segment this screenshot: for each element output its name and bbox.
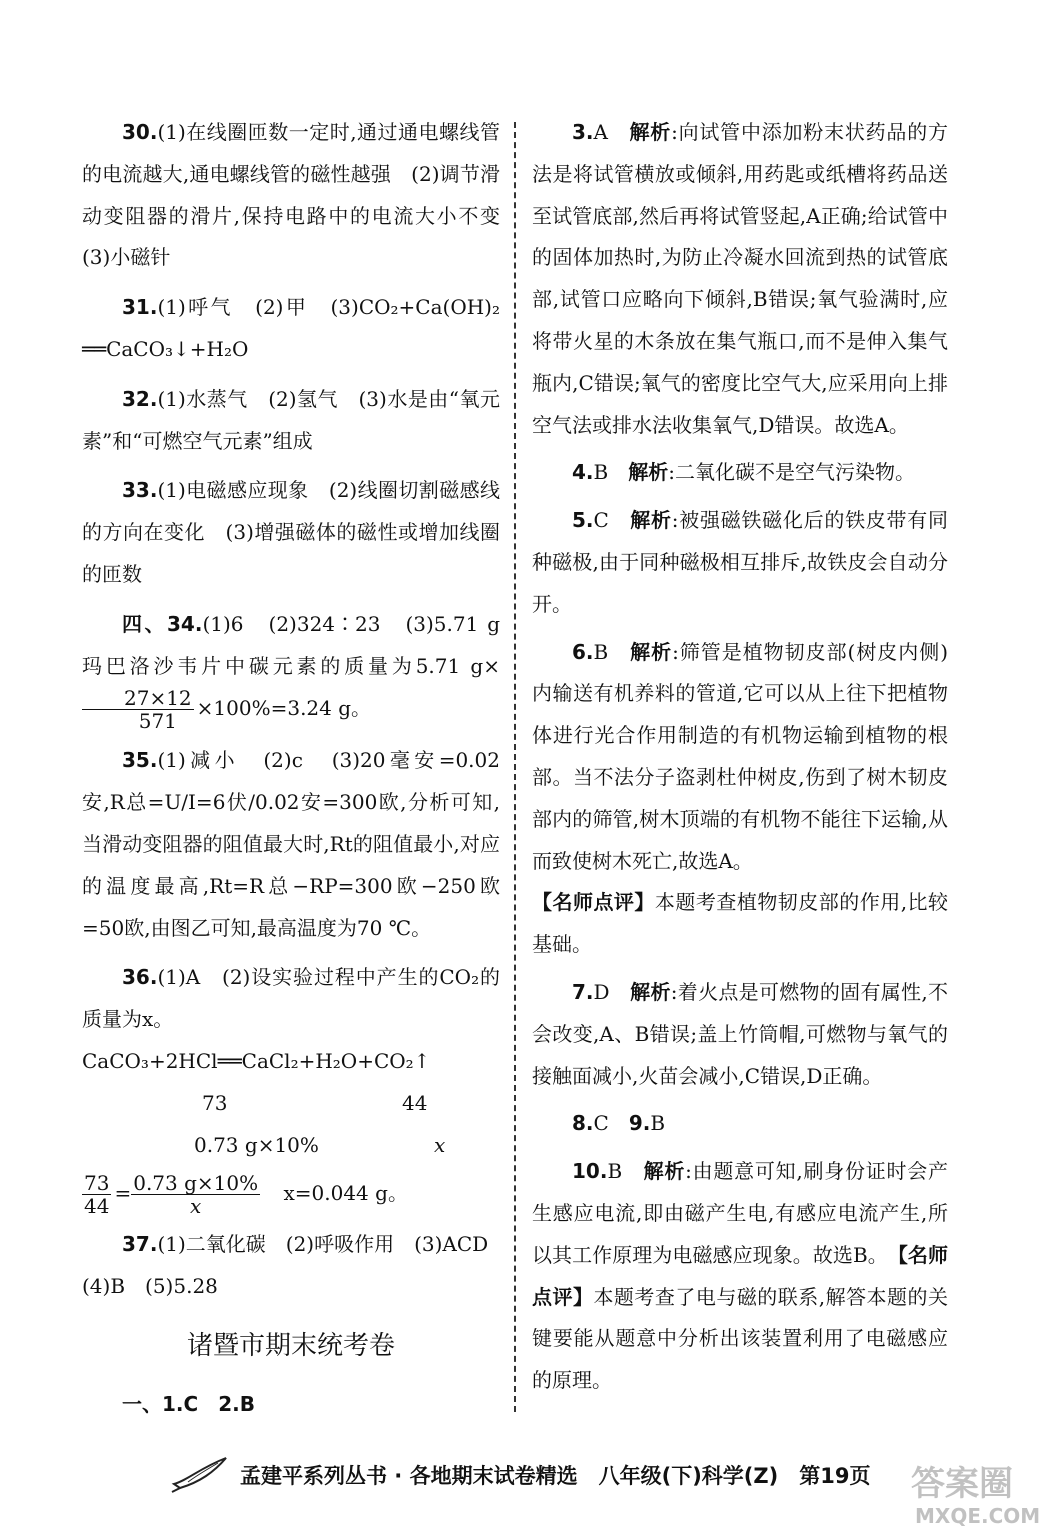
answer-5: 5.C 解析:被强磁铁磁化后的铁皮带有同种磁极,由于同种磁极相互排斥,故铁皮会自动分开。 — [532, 508, 949, 616]
answer-10: 10.B 解析:由题意可知,刷身份证时会产生感应电流,即由磁产生电,有感应电流产生,所以其工作原理为电磁感应现象。故选B。 【名师点评】本题考查了电与磁的联系,解答本题的关键要能从题意中分析出该装置利用了电磁感应的原理。 — [532, 1159, 949, 1393]
column-divider — [514, 122, 516, 1412]
feather-pen-icon — [170, 1454, 230, 1494]
page-footer — [0, 1452, 1056, 1502]
answer-37-cont: (4)B (5)5.28 — [82, 1274, 218, 1299]
molar-mass-row: 73 44 — [202, 1090, 428, 1115]
answer-35: 35.(1)减小 (2)c (3)20毫安=0.02安,R总=U/I=6伏/0.02安=300欧,分析可知,当滑动变阻器的阻值最大时,Rt的阻值最小,对应的温度最高,Rt=R总−RP=300欧−250欧=50欧,由图乙可知,最高温度为70 ℃。 — [82, 748, 500, 940]
answer-6: 6.B 解析:筛管是植物韧皮部(树皮内侧)内输送有机养料的管道,它可以从上往下把植物体进行光合作用制造的有机物运输到植物的根部。当不法分子盗剥杜仲树皮,伤到了树木韧皮部内的筛管,树木顶端的有机物不能往下运输,从而致使树木死亡,故选A。 — [532, 639, 948, 873]
watermark-line1: 答案圈 — [911, 1464, 1013, 1504]
right-column — [532, 112, 948, 1402]
answer-7: 7.D 解析:着火点是可燃物的固有属性,不会改变,A、B错误;盖上竹筒帽,可燃物与氧气的接触面减小,火苗会减小,C错误,D正确。 — [532, 979, 948, 1088]
watermark-line2: MXQE.COM — [915, 1504, 1041, 1528]
answers-8-9: 8.C 9.B — [572, 1111, 666, 1136]
answer-3: 3.A 解析:向试管中添加粉末状药品的方法是将试管横放或倾斜,用药匙或纸槽将药品送至试管底部,然后再将试管竖起,A正确;给试管中的固体加热时,为防止冷凝水回流到热的试管底部,试管口应略向下倾斜,B错误;氧气验满时,应将带火星的木条放在集气瓶口,而不是伸入集气瓶内,C错误;氧气的密度比空气大,应采用向上排空气法或排水法收集氧气,D错误。故选A。 — [532, 120, 948, 437]
equation: CaCO₃+2HCl══CaCl₂+H₂O+CO₂↑ — [82, 1048, 431, 1073]
answer-4: 4.B 解析:二氧化碳不是空气污染物。 — [572, 460, 915, 485]
answer-37: 37.(1)二氧化碳 (2)呼吸作用 (3)ACD — [122, 1232, 489, 1257]
watermark-logo — [905, 1455, 1045, 1530]
answers-1-2: 一、1.C 2.B — [122, 1391, 255, 1416]
answer-31: 31.(1)呼气 (2)甲 (3)CO₂+Ca(OH)₂ ══CaCO₃↓+H₂O — [82, 295, 500, 361]
answer-34: 四、34.(1)6 (2)324∶23 (3)5.71 g玛巴洛沙韦片中碳元素的质量为5.71 g× $\frac{27\times 12}{571}$ ×100%=3.24 g。 — [82, 611, 501, 734]
answer-6-note: 【名师点评】本题考查植物韧皮部的作用,比较基础。 — [532, 890, 949, 957]
answer-30: 30.(1)在线圈匝数一定时,通过通电螺线管的电流越大,通电螺线管的磁性越强 (2)调节滑动变阻器的滑片,保持电路中的电流大小不变 (3)小磁针 — [82, 120, 520, 270]
footer-text: 孟建平系列丛书 · 各地期末试卷精选 八年级(下)科学(Z) 第19页 — [240, 1464, 871, 1488]
answer-33: 33.(1)电磁感应现象 (2)线圈切割磁感线的方向在变化 (3)增强磁体的磁性或增加线圈的匝数 — [82, 478, 500, 586]
fraction-carbon: $\frac{27\times 12}{571}$ — [82, 687, 194, 732]
mass-value-row: 0.73 g×10% x — [194, 1132, 446, 1157]
proportion: $\frac{73}{44}$ = $\frac{0.73 g\times 10\%}{x}$ x=0.044 g。 — [84, 1171, 408, 1219]
section-title: 诸暨市期末统考卷 — [186, 1330, 395, 1361]
answer-36: 36.(1)A (2)设实验过程中产生的CO₂的质量为x。 — [82, 965, 500, 1032]
left-column — [82, 112, 520, 1426]
answer-32: 32.(1)水蒸气 (2)氢气 (3)水是由“氧元素”和“可燃空气元素”组成 — [82, 386, 500, 453]
